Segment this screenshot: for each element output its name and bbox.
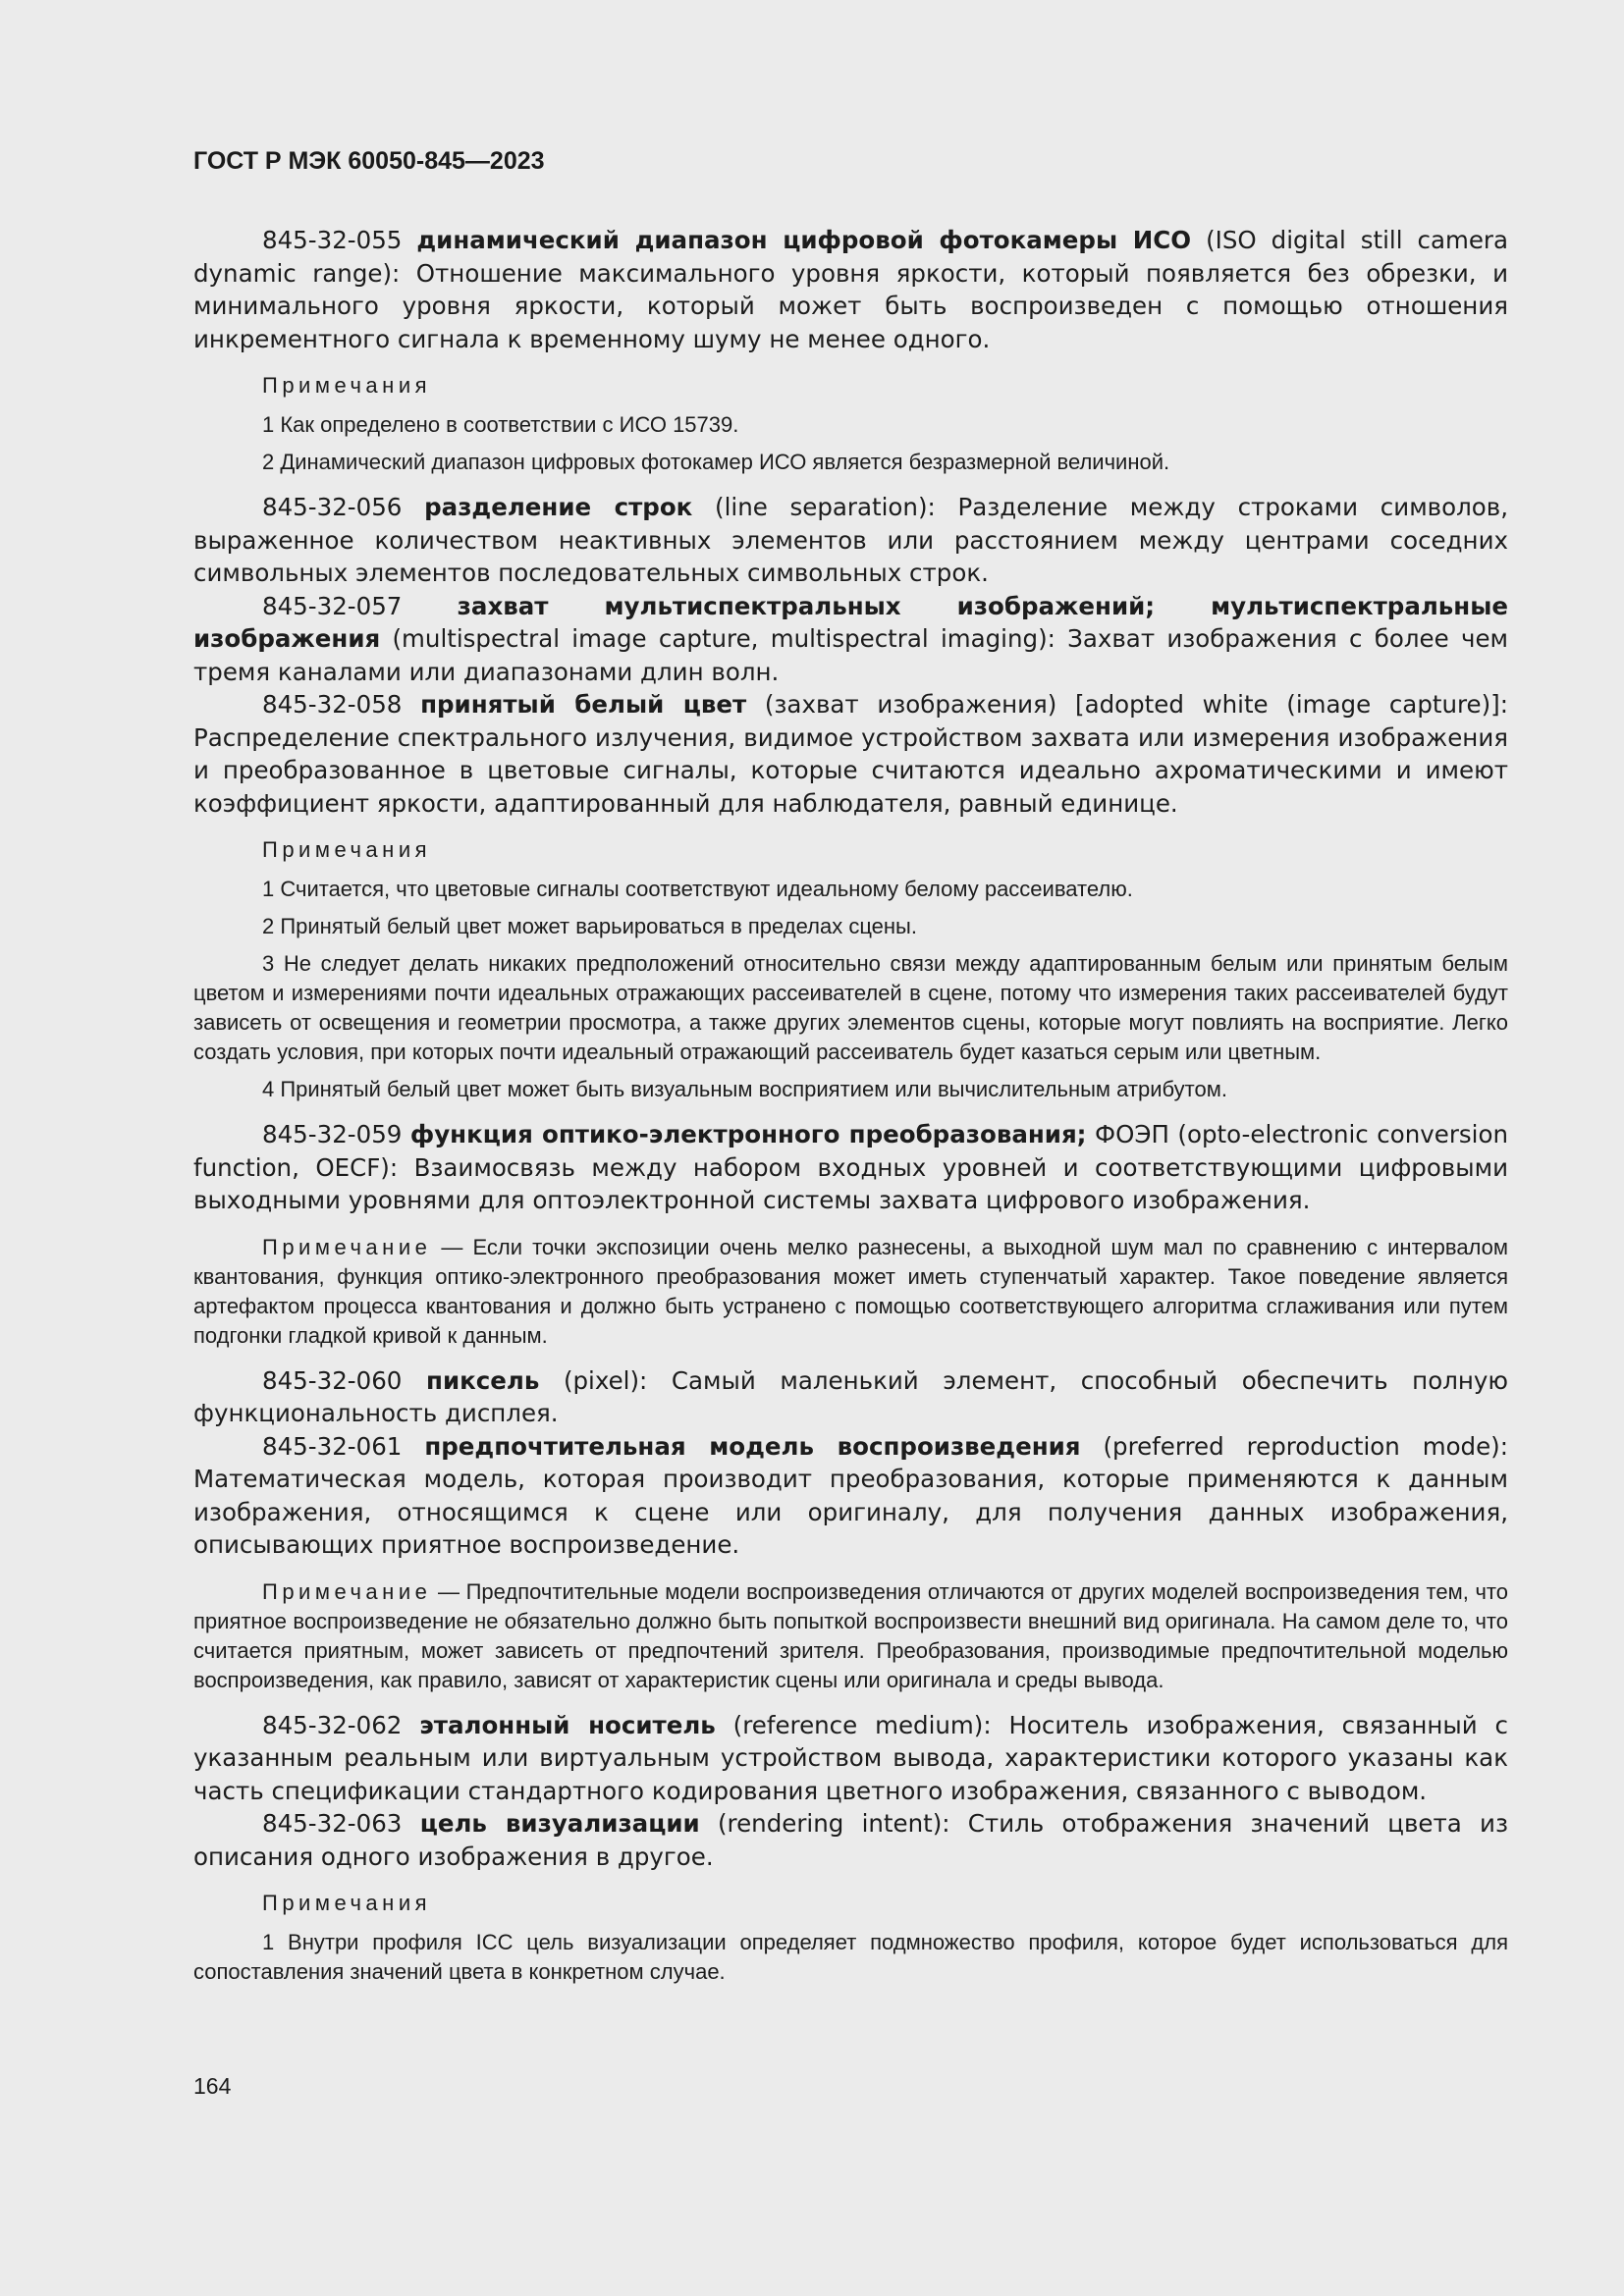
note-item: 1 Считается, что цветовые сигналы соответствуют идеальному белому рассеивателю. — [262, 877, 1133, 901]
note-text: — Предпочтительные модели воспроизведения отличаются от других моделей воспроизведения тем, что приятное воспроизведение не обязательно должно быть попыткой воспроизвести внешний вид оригинала. На самом деле то, что считается приятным, может зависеть от предпочтений зрителя. Преобразования, производимые предпочтительной моделью воспроизведения, как правило, зависят от характеристик сцены или оригинала и среды вывода. — [193, 1578, 1508, 1692]
note-item: 3 Не следует делать никаких предположений относительно связи между адаптированным белым или принятым белым цветом и измерениями почти идеальных отражающих рассеивателей в сцене, потому что измерения таких рассеивателей будут зависеть от освещения и геометрии просмотра, а также других элементов сцены, которые могут повлиять на восприятие. Легко создать условия, при которых почти идеальный отражающий рассеиватель будет казаться серым или цветным. — [193, 951, 1508, 1064]
term-number: 845-32-055 — [262, 226, 403, 254]
term-entry — [193, 1364, 1508, 1430]
note-item: 4 Принятый белый цвет может быть визуальным восприятием или вычислительным атрибутом. — [262, 1077, 1227, 1101]
note-item — [193, 1233, 1508, 1351]
notes-heading: Примечания — [262, 373, 432, 398]
term-name: захват мультиспектральных изображений; мультиспектральные изображения — [193, 591, 1508, 653]
page-number: 164 — [193, 2073, 232, 2099]
term-entry — [193, 1430, 1508, 1562]
document-body — [193, 224, 1508, 1987]
note-text: — Если точки экспозиции очень мелко разнесены, а выходной шум мал по сравнению с интервалом квантования, функция оптико-электронного преобразования может иметь ступенчатый характер. Такое поведение является артефактом процесса квантования и должно быть устранено с помощью соответствующего алгоритма сглаживания или путем подгонки гладкой кривой к данным. — [193, 1234, 1508, 1348]
term-number: 845-32-058 — [262, 690, 403, 719]
term-number: 845-32-061 — [262, 1431, 403, 1461]
term-number: 845-32-059 — [262, 1120, 403, 1148]
term-entry — [193, 1118, 1508, 1217]
term-definition: (preferred reproduction mode): Математическая модель, которая производит преобразования, которые применяются к данным изображения, относящимся к сцене или оригиналу, для получения данных изображения, описывающих приятное воспроизведение. — [193, 1431, 1508, 1559]
term-entry — [193, 1709, 1508, 1808]
term-name: цель визуализации — [419, 1809, 700, 1838]
term-name: принятый белый цвет — [420, 690, 747, 719]
note-item: 1 Как определено в соответствии с ИСО 15739. — [262, 412, 739, 437]
notes-heading: Примечания — [262, 837, 432, 862]
term-name: функция оптико-электронного преобразования; — [409, 1120, 1087, 1148]
note-item: 1 Внутри профиля ICC цель визуализации определяет подмножество профиля, которое будет использоваться для сопоставления значений цвета в конкретном случае. — [193, 1930, 1508, 1984]
note-item: 2 Динамический диапазон цифровых фотокамер ИСО является безразмерной величиной. — [262, 450, 1170, 474]
term-name: динамический диапазон цифровой фотокамеры ИСО — [416, 226, 1192, 254]
document-header: ГОСТ Р МЭК 60050-845—2023 — [193, 147, 545, 175]
term-definition: (line separation): Разделение между строками символов, выраженное количеством неактивных элементов или расстоянием между центрами соседних символьных элементов последовательных символьных строк. — [193, 493, 1508, 587]
term-name: предпочтительная модель воспроизведения — [424, 1431, 1081, 1461]
term-entry — [193, 688, 1508, 820]
term-name: разделение строк — [424, 493, 693, 521]
term-number: 845-32-060 — [262, 1365, 403, 1395]
term-definition: (rendering intent): Стиль отображения значений цвета из описания одного изображения в другое. — [193, 1809, 1508, 1871]
note-label: Примечание — [262, 1234, 432, 1259]
term-name: пиксель — [426, 1365, 540, 1395]
note-item — [193, 1577, 1508, 1695]
term-number: 845-32-056 — [262, 493, 403, 521]
term-number: 845-32-057 — [262, 591, 403, 620]
term-name: эталонный носитель — [419, 1710, 716, 1739]
term-definition: (захват изображения) [adopted white (image capture)]: Распределение спектрального излучения, видимое устройством захвата или измерения изображения и преобразованное в цветовые сигналы, которые считаются идеально ахроматическими и имеют коэффициент яркости, адаптированный для наблюдателя, равный единице. — [193, 690, 1508, 818]
notes-heading: Примечания — [262, 1891, 432, 1915]
term-definition: ФОЭП (opto-electronic conversion function, OECF): Взаимосвязь между набором входных уровней и соответствующими цифровыми выходными уровнями для оптоэлектронной системы захвата цифрового изображения. — [193, 1120, 1508, 1214]
term-entry — [193, 491, 1508, 590]
note-label: Примечание — [262, 1578, 432, 1604]
term-definition: (pixel): Самый маленький элемент, способный обеспечить полную функциональность дисплея. — [193, 1365, 1508, 1427]
term-number: 845-32-063 — [262, 1809, 403, 1838]
term-definition: (reference medium): Носитель изображения, связанный с указанным реальным или виртуальным устройством вывода, характеристики которого указаны как часть спецификации стандартного кодирования цветного изображения, связанного с выводом. — [193, 1710, 1508, 1805]
note-item: 2 Принятый белый цвет может варьироваться в пределах сцены. — [262, 914, 917, 938]
term-definition: (ISO digital still camera dynamic range): Отношение максимального уровня яркости, который появляется без обрезки, и минимального уровня яркости, который может быть воспроизведен с помощью отношения инкрементного сигнала к временному шуму не менее одного. — [193, 226, 1508, 353]
term-entry — [193, 590, 1508, 689]
term-entry — [193, 1807, 1508, 1873]
term-entry — [193, 224, 1508, 355]
term-number: 845-32-062 — [262, 1710, 403, 1739]
term-definition: (multispectral image capture, multispectral imaging): Захват изображения с более чем тремя каналами или диапазонами длин волн. — [193, 624, 1508, 686]
